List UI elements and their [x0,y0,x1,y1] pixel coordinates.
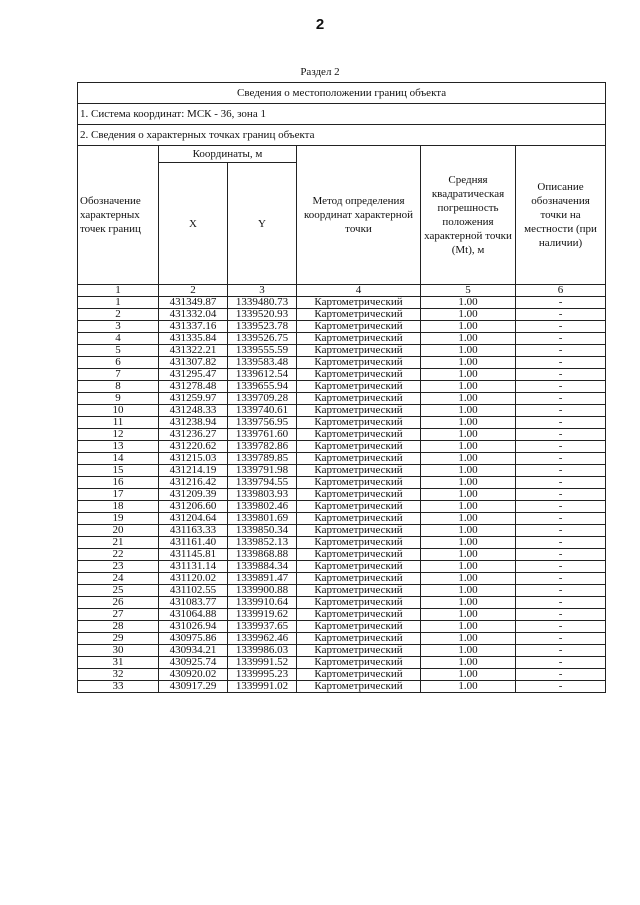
description-cell: - [516,573,606,585]
coord-y-cell: 1339803.93 [228,489,297,501]
page-number: 2 [315,16,325,33]
method-cell: Картометрический [297,585,421,597]
coord-y-cell: 1339868.88 [228,549,297,561]
point-id-cell: 15 [78,465,159,477]
coord-y-cell: 1339910.64 [228,597,297,609]
method-cell: Картометрический [297,345,421,357]
method-cell: Картометрический [297,513,421,525]
error-cell: 1.00 [421,441,516,453]
table-row [78,357,606,369]
description-cell: - [516,417,606,429]
point-id-cell: 6 [78,357,159,369]
coord-y-cell: 1339991.52 [228,657,297,669]
method-cell: Картометрический [297,405,421,417]
error-cell: 1.00 [421,525,516,537]
description-cell: - [516,537,606,549]
point-id-cell: 11 [78,417,159,429]
description-cell: - [516,513,606,525]
table-row [78,345,606,357]
coord-x-cell: 431322.21 [159,345,228,357]
column-number: 4 [297,285,421,297]
description-cell: - [516,429,606,441]
coord-x-cell: 430920.02 [159,669,228,681]
method-cell: Картометрический [297,393,421,405]
method-cell: Картометрический [297,657,421,669]
coord-y-cell: 1339802.46 [228,501,297,513]
description-cell: - [516,345,606,357]
table-row [78,513,606,525]
table-row [78,561,606,573]
point-id-cell: 27 [78,609,159,621]
point-id-cell: 3 [78,321,159,333]
coord-y-cell: 1339791.98 [228,465,297,477]
coord-y-cell: 1339850.34 [228,525,297,537]
description-cell: - [516,357,606,369]
coordinate-system: 1. Система координат: МСК - 36, зона 1 [78,104,606,125]
method-cell: Картометрический [297,333,421,345]
column-number: 6 [516,285,606,297]
method-cell: Картометрический [297,489,421,501]
coord-y-cell: 1339919.62 [228,609,297,621]
column-number: 1 [78,285,159,297]
method-cell: Картометрический [297,633,421,645]
table-row [78,681,606,693]
table-row [78,669,606,681]
error-cell: 1.00 [421,513,516,525]
coord-y-cell: 1339523.78 [228,321,297,333]
table-title: Сведения о местоположении границ объекта [78,83,606,104]
error-cell: 1.00 [421,489,516,501]
coord-y-cell: 1339612.54 [228,369,297,381]
coord-x-cell: 431295.47 [159,369,228,381]
table-row [78,657,606,669]
method-cell: Картометрический [297,621,421,633]
coord-x-cell: 431349.87 [159,297,228,309]
coord-x-cell: 431215.03 [159,453,228,465]
description-cell: - [516,657,606,669]
table-row [78,525,606,537]
coord-y-cell: 1339520.93 [228,309,297,321]
error-cell: 1.00 [421,681,516,693]
description-cell: - [516,561,606,573]
point-id-cell: 10 [78,405,159,417]
boundary-points-table [77,82,606,693]
point-id-cell: 28 [78,621,159,633]
description-cell: - [516,381,606,393]
error-cell: 1.00 [421,429,516,441]
method-cell: Картометрический [297,465,421,477]
error-cell: 1.00 [421,645,516,657]
coord-x-cell: 430925.74 [159,657,228,669]
coord-x-cell: 431145.81 [159,549,228,561]
error-cell: 1.00 [421,657,516,669]
section-label: Раздел 2 [300,66,340,78]
coord-x-cell: 431238.94 [159,417,228,429]
description-cell: - [516,669,606,681]
point-id-cell: 23 [78,561,159,573]
coord-x-cell: 431332.04 [159,309,228,321]
table-row [78,549,606,561]
method-cell: Картометрический [297,597,421,609]
point-id-cell: 4 [78,333,159,345]
coord-x-cell: 431216.42 [159,477,228,489]
table-row [78,333,606,345]
error-cell: 1.00 [421,537,516,549]
coord-y-cell: 1339937.65 [228,621,297,633]
coord-x-cell: 431220.62 [159,441,228,453]
method-cell: Картометрический [297,501,421,513]
header-method: Метод определения координат характерной точки [297,146,421,285]
table-row [78,621,606,633]
column-number: 5 [421,285,516,297]
coord-x-cell: 431026.94 [159,621,228,633]
point-id-cell: 19 [78,513,159,525]
description-cell: - [516,609,606,621]
coord-x-cell: 431102.55 [159,585,228,597]
table-row [78,597,606,609]
point-id-cell: 21 [78,537,159,549]
description-cell: - [516,333,606,345]
method-cell: Картометрический [297,417,421,429]
coord-x-cell: 431161.40 [159,537,228,549]
header-coordinates: Координаты, м [159,146,297,163]
error-cell: 1.00 [421,477,516,489]
points-heading: 2. Сведения о характерных точках границ объекта [78,125,606,146]
error-cell: 1.00 [421,549,516,561]
table-row [78,297,606,309]
coord-x-cell: 431214.19 [159,465,228,477]
error-cell: 1.00 [421,321,516,333]
error-cell: 1.00 [421,453,516,465]
coord-x-cell: 430975.86 [159,633,228,645]
point-id-cell: 16 [78,477,159,489]
table-row [78,309,606,321]
method-cell: Картометрический [297,681,421,693]
error-cell: 1.00 [421,501,516,513]
coord-y-cell: 1339991.02 [228,681,297,693]
method-cell: Картометрический [297,369,421,381]
coord-y-cell: 1339852.13 [228,537,297,549]
description-cell: - [516,597,606,609]
method-cell: Картометрический [297,537,421,549]
method-cell: Картометрический [297,357,421,369]
point-id-cell: 5 [78,345,159,357]
method-cell: Картометрический [297,477,421,489]
coord-x-cell: 431204.64 [159,513,228,525]
point-id-cell: 13 [78,441,159,453]
point-id-cell: 8 [78,381,159,393]
coord-x-cell: 431163.33 [159,525,228,537]
coord-x-cell: 431337.16 [159,321,228,333]
coord-y-cell: 1339761.60 [228,429,297,441]
table-body [78,297,606,693]
coord-y-cell: 1339740.61 [228,405,297,417]
table-row [78,393,606,405]
header-designation: Обозначение характерных точек границ [78,146,159,285]
point-id-cell: 30 [78,645,159,657]
point-id-cell: 18 [78,501,159,513]
method-cell: Картометрический [297,429,421,441]
coord-x-cell: 431335.84 [159,333,228,345]
table-row [78,429,606,441]
table-row [78,537,606,549]
description-cell: - [516,465,606,477]
table-row [78,321,606,333]
point-id-cell: 14 [78,453,159,465]
method-cell: Картометрический [297,669,421,681]
error-cell: 1.00 [421,381,516,393]
description-cell: - [516,453,606,465]
description-cell: - [516,477,606,489]
description-cell: - [516,585,606,597]
error-cell: 1.00 [421,585,516,597]
table-row [78,405,606,417]
point-id-cell: 1 [78,297,159,309]
error-cell: 1.00 [421,573,516,585]
description-cell: - [516,681,606,693]
description-cell: - [516,297,606,309]
column-number: 3 [228,285,297,297]
error-cell: 1.00 [421,561,516,573]
method-cell: Картометрический [297,573,421,585]
error-cell: 1.00 [421,597,516,609]
coord-y-cell: 1339900.88 [228,585,297,597]
method-cell: Картометрический [297,453,421,465]
method-cell: Картометрический [297,321,421,333]
description-cell: - [516,549,606,561]
error-cell: 1.00 [421,297,516,309]
coord-y-cell: 1339789.85 [228,453,297,465]
description-cell: - [516,621,606,633]
coord-x-cell: 431278.48 [159,381,228,393]
description-cell: - [516,321,606,333]
coord-x-cell: 431206.60 [159,501,228,513]
point-id-cell: 7 [78,369,159,381]
column-numbers-row [78,285,606,297]
description-cell: - [516,633,606,645]
header-x: X [159,163,228,285]
method-cell: Картометрический [297,381,421,393]
table-row [78,489,606,501]
coord-x-cell: 431064.88 [159,609,228,621]
table-row [78,369,606,381]
table-row [78,381,606,393]
coord-y-cell: 1339801.69 [228,513,297,525]
point-id-cell: 32 [78,669,159,681]
point-id-cell: 29 [78,633,159,645]
coord-y-cell: 1339480.73 [228,297,297,309]
table-row [78,477,606,489]
coord-x-cell: 431083.77 [159,597,228,609]
method-cell: Картометрический [297,549,421,561]
column-number: 2 [159,285,228,297]
table-row [78,501,606,513]
coord-x-cell: 431131.14 [159,561,228,573]
description-cell: - [516,645,606,657]
error-cell: 1.00 [421,333,516,345]
method-cell: Картометрический [297,609,421,621]
coord-y-cell: 1339583.48 [228,357,297,369]
point-id-cell: 9 [78,393,159,405]
coord-x-cell: 431120.02 [159,573,228,585]
description-cell: - [516,489,606,501]
coord-x-cell: 430934.21 [159,645,228,657]
coord-y-cell: 1339526.75 [228,333,297,345]
table-row [78,633,606,645]
table-row [78,441,606,453]
table-row [78,573,606,585]
header-description: Описание обозначения точки на местности (при наличии) [516,146,606,285]
coord-y-cell: 1339986.03 [228,645,297,657]
coord-y-cell: 1339995.23 [228,669,297,681]
coord-x-cell: 431259.97 [159,393,228,405]
coord-x-cell: 431209.39 [159,489,228,501]
coord-x-cell: 430917.29 [159,681,228,693]
error-cell: 1.00 [421,345,516,357]
coord-y-cell: 1339891.47 [228,573,297,585]
error-cell: 1.00 [421,405,516,417]
table-row [78,465,606,477]
method-cell: Картометрический [297,561,421,573]
description-cell: - [516,441,606,453]
coord-y-cell: 1339756.95 [228,417,297,429]
coord-x-cell: 431307.82 [159,357,228,369]
table-row [78,609,606,621]
coord-y-cell: 1339709.28 [228,393,297,405]
description-cell: - [516,501,606,513]
method-cell: Картометрический [297,645,421,657]
point-id-cell: 17 [78,489,159,501]
point-id-cell: 22 [78,549,159,561]
method-cell: Картометрический [297,441,421,453]
coord-y-cell: 1339555.59 [228,345,297,357]
error-cell: 1.00 [421,393,516,405]
point-id-cell: 2 [78,309,159,321]
description-cell: - [516,393,606,405]
description-cell: - [516,405,606,417]
description-cell: - [516,309,606,321]
point-id-cell: 31 [78,657,159,669]
table-row [78,585,606,597]
method-cell: Картометрический [297,297,421,309]
coord-y-cell: 1339782.86 [228,441,297,453]
error-cell: 1.00 [421,369,516,381]
point-id-cell: 24 [78,573,159,585]
error-cell: 1.00 [421,621,516,633]
error-cell: 1.00 [421,309,516,321]
method-cell: Картометрический [297,525,421,537]
point-id-cell: 33 [78,681,159,693]
description-cell: - [516,525,606,537]
error-cell: 1.00 [421,357,516,369]
error-cell: 1.00 [421,465,516,477]
table-row [78,417,606,429]
method-cell: Картометрический [297,309,421,321]
point-id-cell: 26 [78,597,159,609]
point-id-cell: 12 [78,429,159,441]
error-cell: 1.00 [421,633,516,645]
coord-x-cell: 431236.27 [159,429,228,441]
header-y: Y [228,163,297,285]
error-cell: 1.00 [421,417,516,429]
coord-y-cell: 1339962.46 [228,633,297,645]
description-cell: - [516,369,606,381]
coord-y-cell: 1339794.55 [228,477,297,489]
coord-y-cell: 1339884.34 [228,561,297,573]
table-row [78,453,606,465]
error-cell: 1.00 [421,609,516,621]
table-row [78,645,606,657]
header-error: Средняя квадратическая погрешность положения характерной точки (Mt), м [421,146,516,285]
point-id-cell: 25 [78,585,159,597]
point-id-cell: 20 [78,525,159,537]
error-cell: 1.00 [421,669,516,681]
coord-x-cell: 431248.33 [159,405,228,417]
coord-y-cell: 1339655.94 [228,381,297,393]
